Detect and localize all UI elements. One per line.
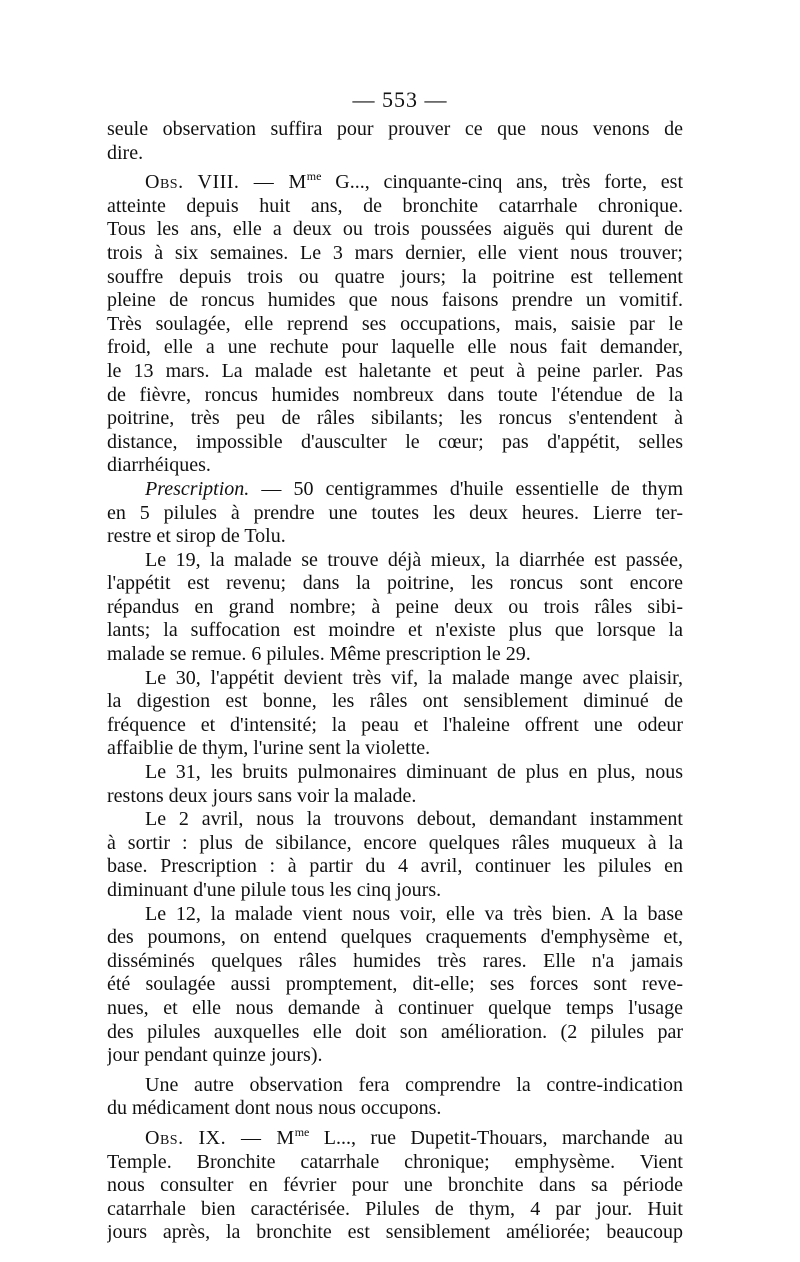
observation-label: Obs. IX. — M (145, 1126, 295, 1149)
text-line: Une autre observation fera comprendre la contre-indication (145, 1073, 683, 1096)
text-line: jours après, la bronchite est sensiblement améliorée; beaucoup (107, 1221, 683, 1244)
observation-text: L..., rue Dupetit-Thouars, marchande au (309, 1126, 683, 1149)
text-line: l'appétit est revenu; dans la poitrine, les roncus sont encore (107, 572, 683, 595)
text-line: disséminés quelques râles humides très rares. Elle n'a jamais (107, 949, 683, 972)
text-line: à sortir : plus de sibilance, encore quelques râles muqueux à la (107, 831, 683, 854)
text-line: base. Prescription : à partir du 4 avril, continuer les pilules en (107, 855, 683, 878)
prescription-line (107, 478, 683, 502)
text-line: distance, impossible d'ausculter le cœur; pas d'appétit, selles (107, 430, 683, 453)
text-line: fréquence et d'intensité; la peau et l'haleine offrent une odeur (107, 713, 683, 736)
text-line: restons deux jours sans voir la malade. (107, 784, 417, 807)
text-line: trois à six semaines. Le 3 mars dernier, elle vient nous trouver; (107, 241, 683, 264)
text-line: la digestion est bonne, les râles ont sensiblement diminué de (107, 690, 683, 713)
text-line: de fièvre, roncus humides nombreux dans toute l'étendue de la (107, 383, 683, 406)
observation-label: Obs. VIII. — M (145, 171, 307, 194)
text-line: poitrine, très peu de râles sibilants; les roncus s'entendent à (107, 407, 683, 430)
page-body-text (107, 118, 683, 1245)
observation-heading-line (107, 171, 683, 195)
text-line: diminuant d'une pilule tous les cinq jours. (107, 879, 442, 901)
observation-heading-line (107, 1127, 683, 1151)
prescription-text: — 50 centigrammes d'huile essentielle de thym (249, 477, 683, 500)
text-line: Le 12, la malade vient nous voir, elle va très bien. A la base (145, 902, 683, 925)
text-line: Le 2 avril, nous la trouvons debout, demandant instamment (145, 808, 683, 831)
title-superscript: me (306, 171, 322, 184)
text-line: dire. (107, 141, 144, 164)
page-number: — 553 — (352, 87, 448, 112)
text-line: lants; la suffocation est moindre et n'existe plus que lorsque la (107, 619, 683, 642)
text-line: atteinte depuis huit ans, de bronchite catarrhale chronique. (107, 194, 683, 217)
text-line: des pilules auxquelles elle doit son amélioration. (2 pilules par (107, 1020, 683, 1043)
text-line: Très soulagée, elle reprend ses occupations, mais, saisie par le (107, 312, 683, 335)
text-line: Temple. Bronchite catarrhale chronique; emphysème. Vient (107, 1150, 683, 1173)
text-line: souffre depuis trois ou quatre jours; la poitrine est tellement (107, 265, 683, 288)
title-superscript: me (294, 1126, 310, 1139)
observation-text: G..., cinquante-cinq ans, très forte, est (321, 171, 683, 194)
text-line: affaiblie de thym, l'urine sent la violette. (107, 737, 431, 760)
text-line: malade se remue. 6 pilules. Même prescription le 29. (107, 643, 531, 666)
text-line: froid, elle a une rechute pour laquelle elle nous fait demander, (107, 336, 683, 359)
text-line: nues, et elle nous demande à continuer quelque temps l'usage (107, 996, 683, 1019)
text-line: Le 30, l'appétit devient très vif, la malade mange avec plaisir, (145, 666, 683, 689)
text-line: nous consulter en février pour une bronchite dans sa période (107, 1174, 683, 1197)
text-line: le 13 mars. La malade est haletante et peut à peine parler. Pas (107, 359, 683, 382)
text-line: Le 19, la malade se trouve déjà mieux, la diarrhée est passée, (145, 548, 683, 571)
text-line: pleine de roncus humides que nous faisons prendre un vomitif. (107, 289, 683, 312)
text-line: jour pendant quinze jours). (107, 1044, 323, 1067)
text-line: Tous les ans, elle a deux ou trois poussées aiguës qui durent de (107, 218, 683, 241)
text-line: catarrhale bien caractérisée. Pilules de thym, 4 par jour. Huit (107, 1197, 683, 1220)
text-line: seule observation suffira pour prouver ce que nous venons de (107, 118, 683, 140)
text-line: du médicament dont nous nous occupons. (107, 1097, 442, 1120)
text-line: des poumons, on entend quelques craquements d'emphysème et, (107, 926, 683, 949)
text-line: en 5 pilules à prendre une toutes les deux heures. Lierre ter- (107, 501, 683, 524)
text-line: été soulagée aussi promptement, dit-elle; ses forces sont reve- (107, 973, 683, 996)
text-line: répandus en grand nombre; à peine deux ou trois râles sibi- (107, 595, 683, 618)
text-line: Le 31, les bruits pulmonaires diminuant de plus en plus, nous (145, 761, 683, 784)
text-line: diarrhéiques. (107, 454, 211, 477)
prescription-label: Prescription. (145, 477, 250, 500)
text-line: restre et sirop de Tolu. (107, 525, 286, 548)
